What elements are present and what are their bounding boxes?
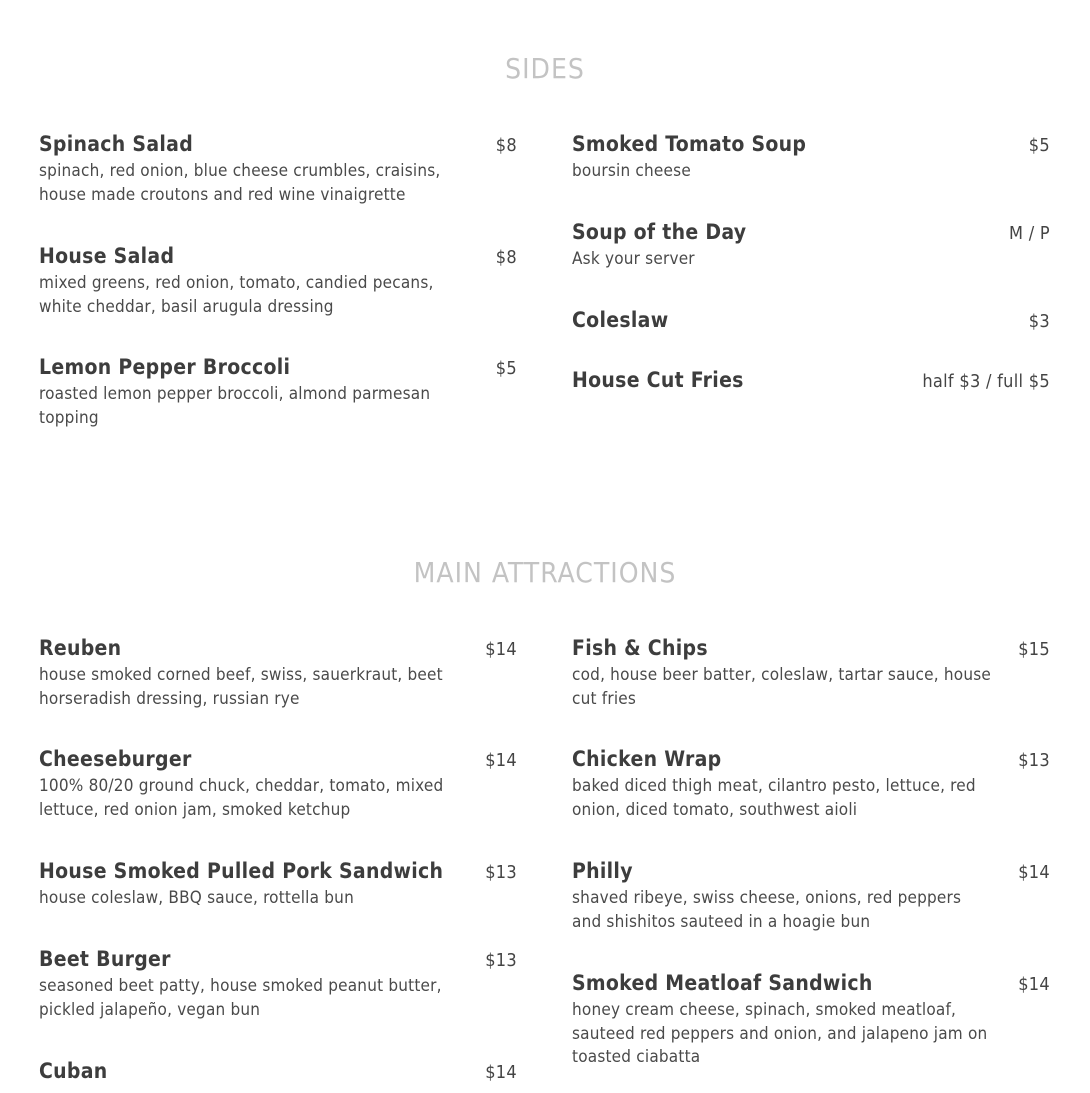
item-description: shaved ribeye, swiss cheese, onions, red peppers and shishitos sauteed in a hoagie bun [572, 888, 962, 932]
item-name: House Salad [39, 244, 175, 268]
item-description: mixed greens, red onion, tomato, candied pecans, white cheddar, basil arugula dressing [39, 273, 434, 317]
item-name: House Smoked Pulled Pork Sandwich [39, 859, 444, 883]
item-description: house smoked corned beef, swiss, sauerkraut, beet horseradish dressing, russian rye [39, 665, 443, 709]
item-name: Smoked Meatloaf Sandwich [572, 971, 873, 995]
menu-item [39, 355, 517, 430]
menu-item [572, 971, 1050, 1070]
menu-item [39, 947, 517, 1022]
item-name: House Cut Fries [572, 368, 744, 392]
menu-item [39, 747, 517, 822]
menu-item [572, 747, 1050, 822]
item-name: Fish & Chips [572, 636, 708, 660]
item-name: Lemon Pepper Broccoli [39, 355, 291, 379]
menu-item [39, 244, 517, 319]
item-description: spinach, red onion, blue cheese crumbles, craisins, house made croutons and red wine vinaigrette [39, 161, 441, 205]
menu-item [572, 132, 1050, 184]
menu-item [39, 636, 517, 711]
item-price: $3 [1028, 311, 1050, 332]
item-price: $13 [1018, 750, 1050, 771]
menu-item [39, 1059, 517, 1083]
item-description: house coleslaw, BBQ sauce, rottella bun [39, 888, 354, 908]
item-name: Beet Burger [39, 947, 171, 971]
item-price: $8 [495, 135, 517, 156]
item-name: Coleslaw [572, 308, 669, 332]
item-price: $15 [1018, 639, 1050, 660]
item-name: Philly [572, 859, 633, 883]
item-description: roasted lemon pepper broccoli, almond parmesan topping [39, 384, 431, 428]
item-price: $14 [485, 639, 517, 660]
item-name: Spinach Salad [39, 132, 194, 156]
item-name: Cuban [39, 1059, 108, 1083]
item-price: $5 [495, 358, 517, 379]
menu-item [572, 859, 1050, 934]
item-price: half $3 / full $5 [922, 371, 1050, 392]
item-price: $14 [485, 1062, 517, 1083]
item-description: cod, house beer batter, coleslaw, tartar sauce, house cut fries [572, 665, 992, 709]
item-price: $13 [485, 862, 517, 883]
section-title: SIDES [505, 52, 585, 85]
item-name: Chicken Wrap [572, 747, 722, 771]
menu-item [572, 308, 1050, 332]
item-price: $8 [495, 247, 517, 268]
item-description: boursin cheese [572, 161, 691, 181]
menu-item [572, 368, 1050, 392]
item-price: $5 [1028, 135, 1050, 156]
item-description: baked diced thigh meat, cilantro pesto, lettuce, red onion, diced tomato, southwest aioli [572, 776, 976, 820]
item-description: seasoned beet patty, house smoked peanut butter, pickled jalapeño, vegan bun [39, 976, 442, 1020]
menu-item [39, 132, 517, 207]
item-price: $14 [1018, 974, 1050, 995]
item-price: $14 [485, 750, 517, 771]
item-price: $14 [1018, 862, 1050, 883]
item-name: Reuben [39, 636, 122, 660]
item-description: Ask your server [572, 249, 695, 269]
item-name: Smoked Tomato Soup [572, 132, 807, 156]
item-price: $13 [485, 950, 517, 971]
section-title: MAIN ATTRACTIONS [413, 556, 677, 589]
menu-item [572, 636, 1050, 711]
item-description: 100% 80/20 ground chuck, cheddar, tomato, mixed lettuce, red onion jam, smoked ketchup [39, 776, 444, 820]
item-price: M / P [1009, 223, 1050, 244]
item-name: Soup of the Day [572, 220, 747, 244]
item-description: honey cream cheese, spinach, smoked meatloaf, sauteed red peppers and onion, and jalapeno jam on toasted ciabatta [572, 1000, 988, 1067]
menu-item [572, 220, 1050, 272]
item-name: Cheeseburger [39, 747, 192, 771]
menu-item [39, 859, 517, 911]
